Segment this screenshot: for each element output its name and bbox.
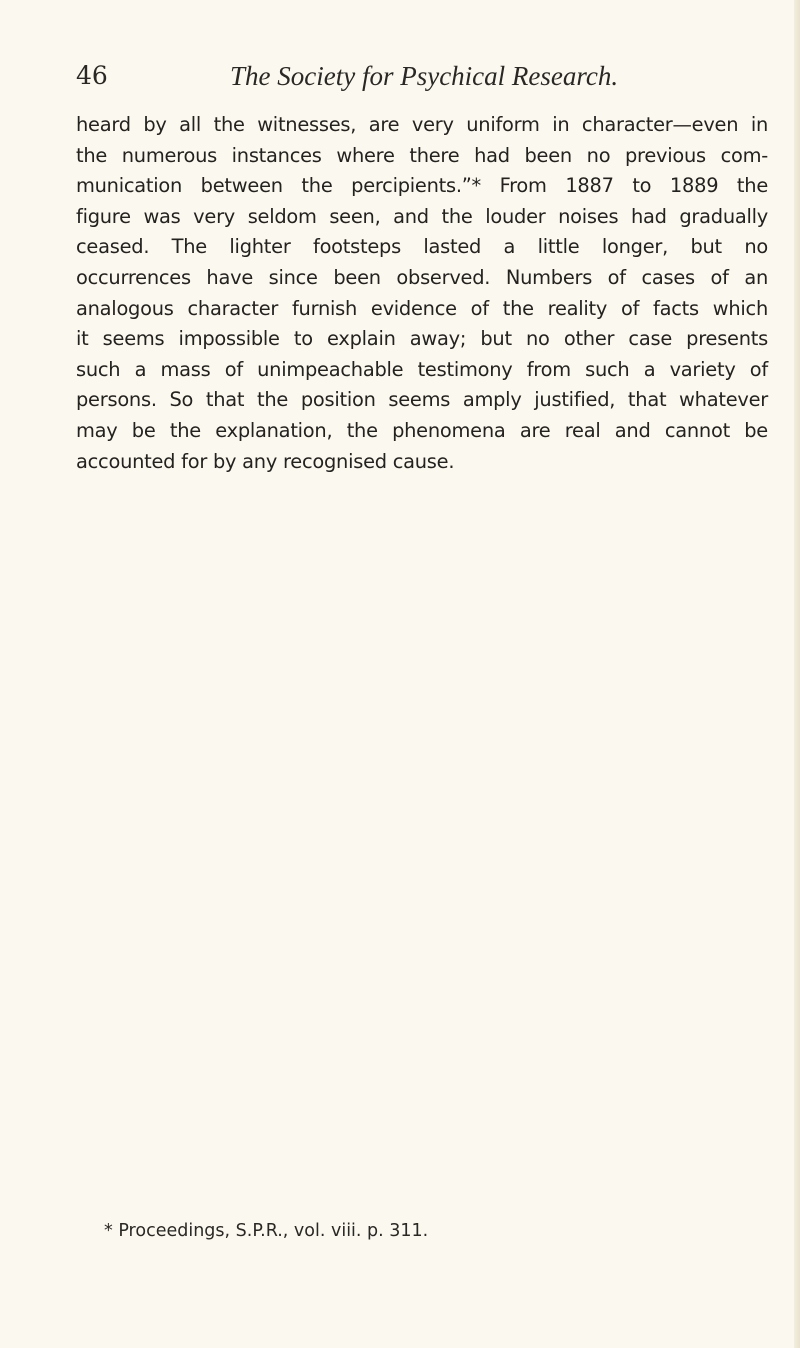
text-line: such a mass of unimpeachable testimony from such a variety of (76, 357, 768, 381)
text-line: may be the explanation, the phenomena are real and cannot be (76, 418, 768, 442)
text-line: persons. So that the position seems amply justified, that whatever (76, 388, 768, 412)
running-title: The Society for Psychical Research. (230, 61, 619, 91)
text-line: it seems impossible to explain away; but no other case presents (76, 327, 768, 351)
body-paragraph (76, 110, 768, 477)
text-line: occurrences have since been observed. Numbers of cases of an (76, 265, 768, 289)
footnote: * Proceedings, S.P.R., vol. viii. p. 311. (104, 1221, 429, 1241)
text-line: the numerous instances where there had been no previous com- (76, 143, 768, 167)
text-line: analogous character furnish evidence of the reality of facts which (76, 296, 768, 320)
text-line: heard by all the witnesses, are very uniform in character—even in (76, 113, 768, 136)
text-line: figure was very seldom seen, and the louder noises had gradually (76, 204, 768, 228)
page-number: 46 (76, 61, 108, 90)
text-line: munication between the percipients.”* From 1887 to 1889 the (76, 174, 768, 198)
page-edge (794, 0, 800, 1348)
text-line: accounted for by any recognised cause. (76, 449, 455, 473)
page-header (76, 60, 768, 100)
text-line: ceased. The lighter footsteps lasted a little longer, but no (76, 235, 768, 259)
